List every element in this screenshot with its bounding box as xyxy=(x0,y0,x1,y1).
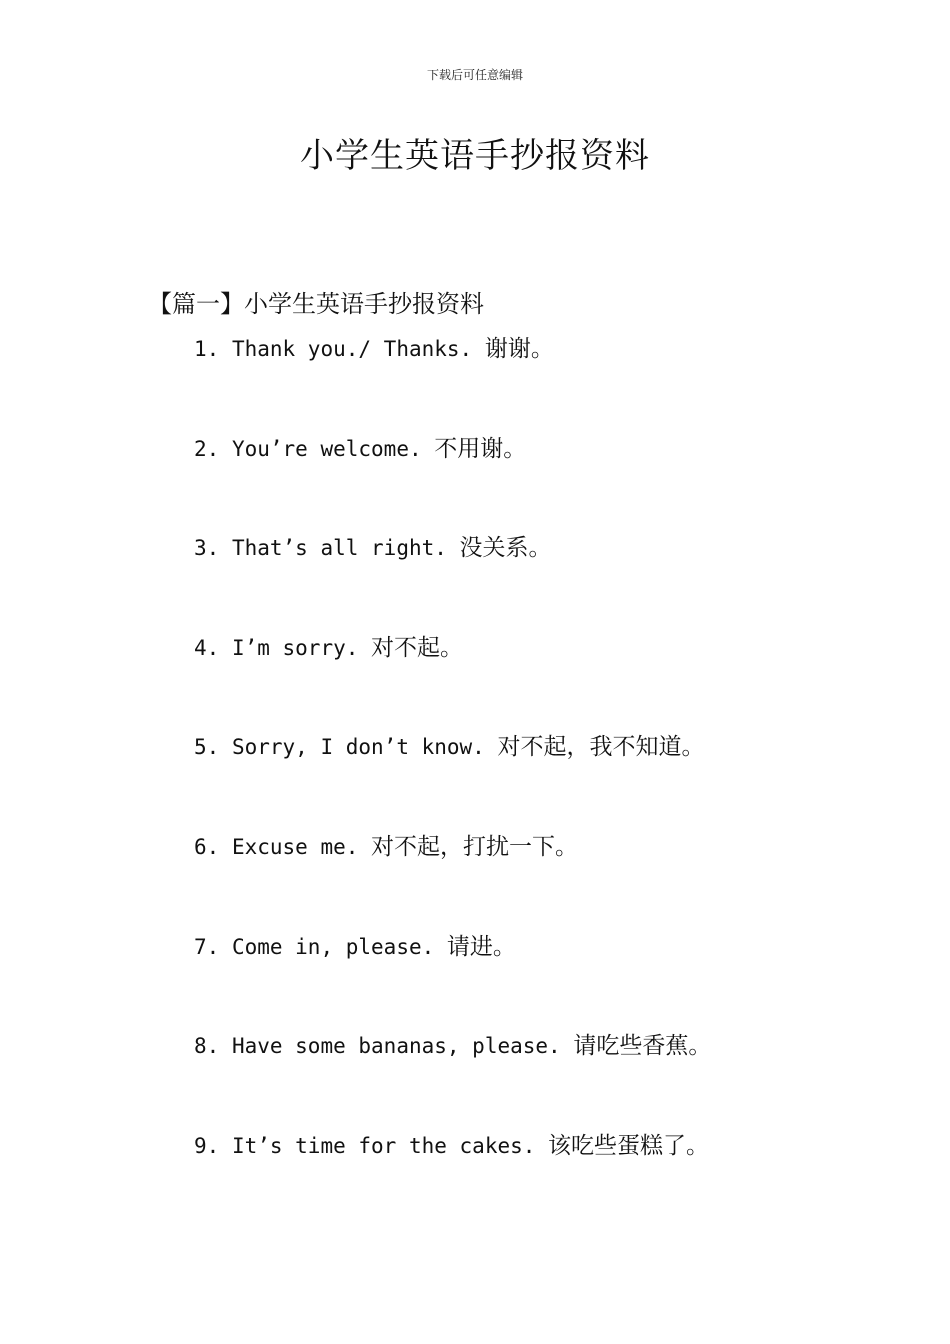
english-phrase: I’m sorry. xyxy=(231,635,359,660)
english-phrase: Sorry, I don’t know. xyxy=(231,735,485,760)
item-number: 3. xyxy=(194,536,220,561)
item-number: 9. xyxy=(194,1133,220,1158)
list-item xyxy=(194,433,711,533)
english-phrase: Excuse me. xyxy=(231,834,359,859)
english-phrase: That’s all right. xyxy=(231,536,447,561)
chinese-translation: 该吃些蛋糕了。 xyxy=(548,1132,710,1159)
chinese-translation: 不用谢。 xyxy=(434,435,527,462)
english-phrase: Thank you./ Thanks. xyxy=(231,337,473,361)
item-number: 7. xyxy=(194,934,220,959)
section-heading: 【篇一】小学生英语手抄报资料 xyxy=(148,290,484,318)
list-item xyxy=(194,632,711,732)
chinese-translation: 谢谢。 xyxy=(484,336,554,362)
phrase-list xyxy=(194,333,711,1229)
chinese-translation: 对不起，打扰一下。 xyxy=(371,833,579,860)
chinese-translation: 对不起。 xyxy=(371,634,464,661)
list-item xyxy=(194,831,711,931)
english-phrase: Have some bananas, please. xyxy=(231,1034,561,1059)
item-number: 6. xyxy=(194,834,220,859)
english-phrase: You’re welcome. xyxy=(231,436,422,461)
item-number: 1. xyxy=(194,337,220,361)
list-item xyxy=(194,333,711,433)
header-note: 下载后可任意编辑 xyxy=(426,68,523,82)
list-item xyxy=(194,532,711,632)
list-item xyxy=(194,1130,711,1230)
item-number: 5. xyxy=(194,735,220,760)
chinese-translation: 请进。 xyxy=(446,933,516,960)
chinese-translation: 没关系。 xyxy=(459,535,552,562)
chinese-translation: 请吃些香蕉。 xyxy=(573,1033,712,1060)
item-number: 4. xyxy=(194,635,220,660)
english-phrase: It’s time for the cakes. xyxy=(231,1133,536,1158)
list-item xyxy=(194,731,711,831)
chinese-translation: 对不起，我不知道。 xyxy=(497,734,705,761)
item-number: 8. xyxy=(194,1034,220,1059)
english-phrase: Come in, please. xyxy=(231,934,435,959)
list-item xyxy=(194,931,711,1031)
page-title: 小学生英语手抄报资料 xyxy=(300,136,650,176)
item-number: 2. xyxy=(194,436,220,461)
list-item xyxy=(194,1030,711,1130)
